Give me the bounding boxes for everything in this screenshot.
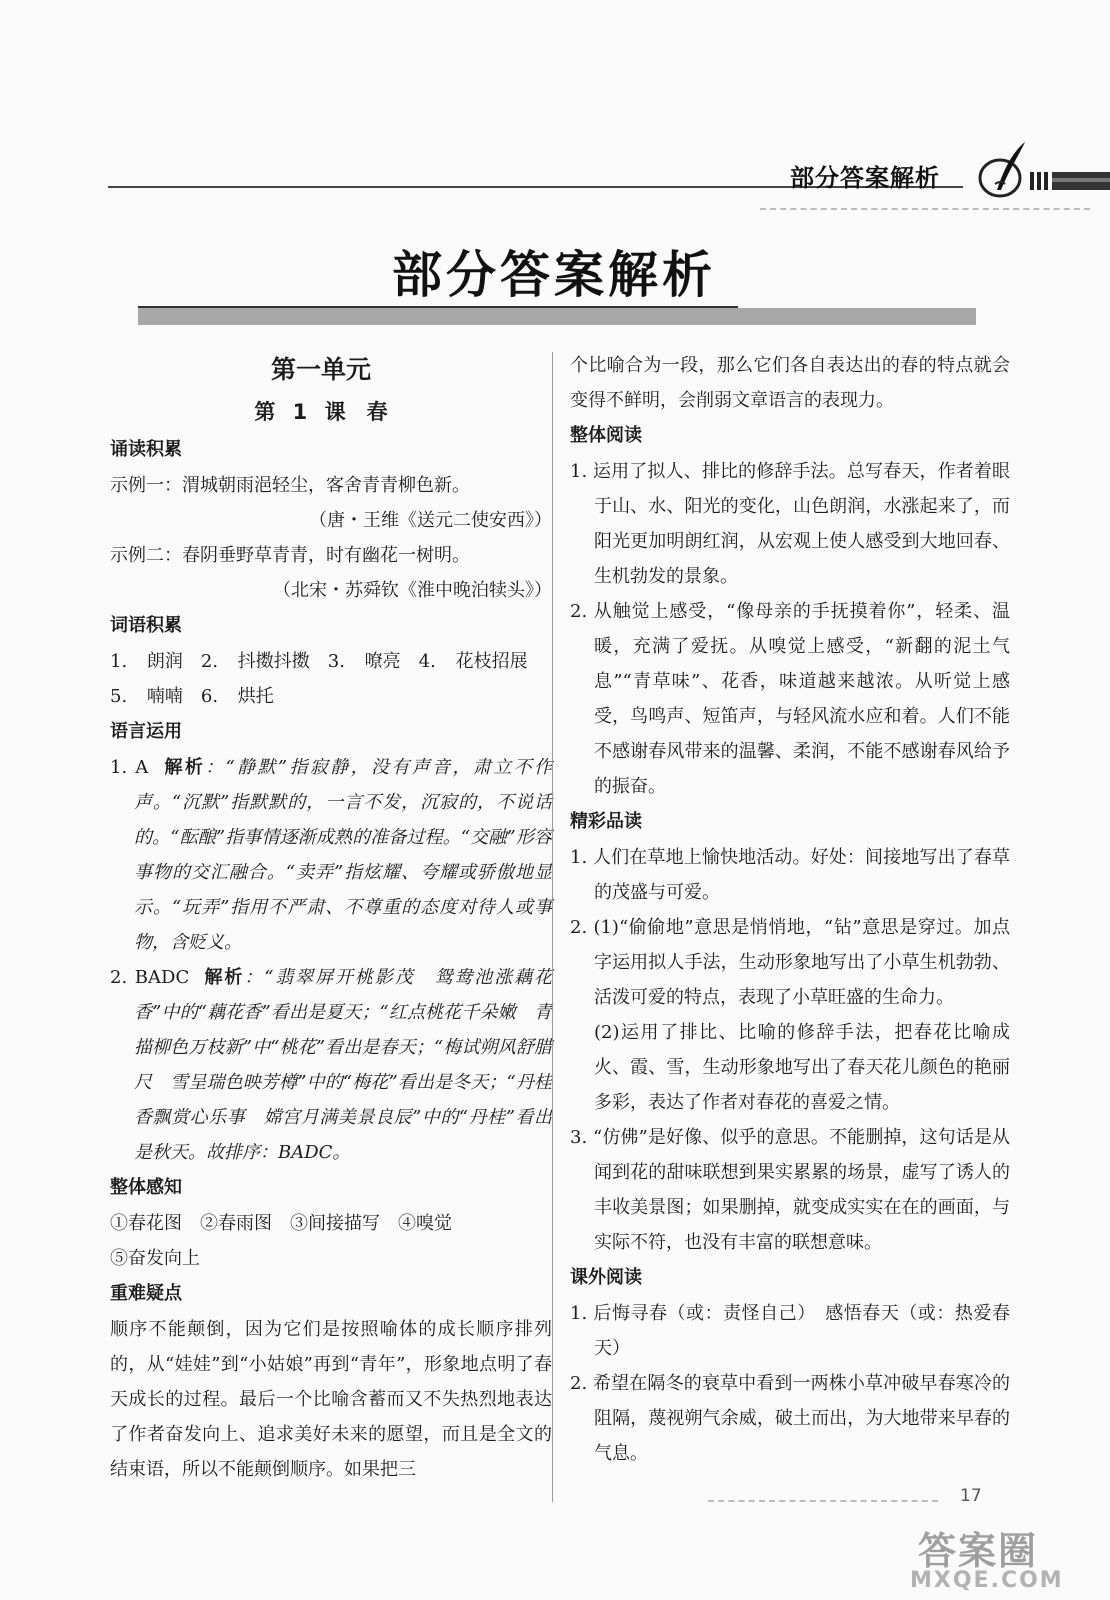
paragraph: 顺序不能颠倒，因为它们是按照喻体的成长顺序排列的，从“娃娃”到“小姑娘”再到“青年”，形象地点明了春天成长的过程。最后一个比喻含蓄而又不失热烈地表达了作者奋发向上、追求美好未来的愿望，而且是全文的结束语，所以不能颠倒顺序。如果把三 <box>110 1319 552 1480</box>
answer-item: 1. 运用了拟人、排比的修辞手法。总写春天，作者着眼于山、水、阳光的变化，山色朗润，水涨起来了，而阳光更加明朗红润，从宏观上使人感受到大地回春、生机勃发的景象。 <box>570 461 1010 587</box>
answer-item <box>110 750 552 960</box>
section-heading: 语言运用 <box>110 721 182 742</box>
answer-item <box>110 960 552 1170</box>
column-divider <box>552 352 553 1502</box>
section-heading: 整体阅读 <box>570 425 642 446</box>
answer-item: 2. 希望在隔冬的衰草中看到一两株小草冲破早春寒冷的阻隔，蔑视朔气余威，破土而出，为大地带来早春的气息。 <box>570 1373 1010 1464</box>
answer-item: 3. “仿佛”是好像、似乎的意思。不能删掉，这句话是从闻到花的甜味联想到果实累累的场景，虚写了诱人的丰收美景图；如果删掉，就变成实实在在的画面，与实际不符，也没有丰富的联想意味。 <box>570 1127 1010 1253</box>
answer-item: 2. 从触觉上感受，“像母亲的手抚摸着你”，轻柔、温暖，充满了爱抚。从嗅觉上感受，“新翻的泥土气息”“青草味”、花香，味道越来越浓。从听觉上感受，鸟鸣声、短笛声，与轻风流水应和着。人们不能不感谢春风带来的温馨、柔润，不能不感谢春风给予的振奋。 <box>570 601 1010 797</box>
header-bars-decoration <box>1030 170 1110 192</box>
section-heading: 诵读积累 <box>110 439 182 460</box>
watermark-logo: 答案圈 <box>918 1529 1039 1573</box>
answer-number: 2. BADC <box>110 967 190 988</box>
section-heading: 重难疑点 <box>110 1283 182 1304</box>
analysis-tag: 解析 <box>204 967 245 988</box>
example-source: （北宋・苏舜钦《淮中晚泊犊头》） <box>273 580 552 601</box>
section-heading: 课外阅读 <box>570 1267 642 1288</box>
footer-dashed-rule <box>708 1500 938 1502</box>
answer-line: ⑤奋发向上 <box>110 1248 200 1269</box>
title-gray-bar <box>138 308 976 325</box>
example-line: 示例二：春阴垂野草青青，时有幽花一树明。 <box>110 545 470 566</box>
answer-item: 2. (1)“偷偷地”意思是悄悄地，“钻”意思是穿过。加点字运用拟人手法，生动形象地写出了小草生机勃勃、活泼可爱的特点，表现了小草旺盛的生命力。 <box>570 917 1010 1008</box>
example-line: 示例一：渭城朝雨浥轻尘，客舍青青柳色新。 <box>110 475 470 496</box>
example-source: （唐・王维《送元二使安西》） <box>309 510 552 531</box>
header-dashed-rule <box>760 208 1090 210</box>
section-heading: 整体感知 <box>110 1177 182 1198</box>
analysis-text: ：“静默”指寂静，没有声音，肃立不作声。“沉默”指默默的，一言不发，沉寂的，不说话的。“酝酿”指事情逐渐成熟的准备过程。“交融”形容事物的交汇融合。“卖弄”指炫耀、夸耀或骄傲地显示。“玩弄”指用不严肃、不尊重的态度对待人或事物，含贬义。 <box>134 757 552 953</box>
answer-number: 1. A <box>110 757 149 778</box>
right-column <box>570 348 1010 1471</box>
analysis-tag: 解析 <box>164 757 206 778</box>
answer-subitem: (2)运用了排比、比喻的修辞手法，把春花比喻成火、霞、雪，生动形象地写出了春天花儿颜色的艳丽多彩，表达了作者对春花的喜爱之情。 <box>594 1022 1010 1113</box>
section-heading: 精彩品读 <box>570 811 642 832</box>
paragraph-continued: 个比喻合为一段，那么它们各自表达出的春的特点就会变得不鲜明，会削弱文章语言的表现力。 <box>570 355 1010 411</box>
left-column <box>110 348 552 1487</box>
answer-item: 1. 人们在草地上愉快地活动。好处：间接地写出了春草的茂盛与可爱。 <box>570 847 1010 903</box>
analysis-text: ：“翡翠屏开桃影茂 鸳鸯池涨藕花香”中的“藕花香”看出是夏天；“红点桃花千朵嫩 青描柳色万枝新”中“桃花”看出是春天；“梅试朔风舒腊尺 雪呈瑞色映芳樽”中的“梅花”看出是冬天；“丹桂香飘赏心乐事 嫦宫月满美景良辰”中的“丹桂”看出是秋天。故排序：BADC。 <box>134 967 553 1163</box>
lesson-title: 第 1 课 春 <box>254 400 388 424</box>
page-number: 17 <box>960 1486 982 1506</box>
word-list-line: 1. 朗润 2. 抖擞抖擞 3. 嘹亮 4. 花枝招展 <box>110 651 528 672</box>
header-label: 部分答案解析 <box>790 164 940 192</box>
unit-title: 第一单元 <box>270 355 371 384</box>
page-title: 部分答案解析 <box>392 246 716 304</box>
section-heading: 词语积累 <box>110 615 182 636</box>
word-list-line: 5. 喃喃 6. 烘托 <box>110 686 274 707</box>
watermark-url: MXQE.COM <box>910 1568 1064 1593</box>
answer-item: 1. 后悔寻春（或：责怪自己） 感悟春天（或：热爱春天） <box>570 1303 1010 1359</box>
answer-line: ①春花图 ②春雨图 ③间接描写 ④嗅觉 <box>110 1213 452 1234</box>
quill-pen-icon <box>975 140 1033 200</box>
